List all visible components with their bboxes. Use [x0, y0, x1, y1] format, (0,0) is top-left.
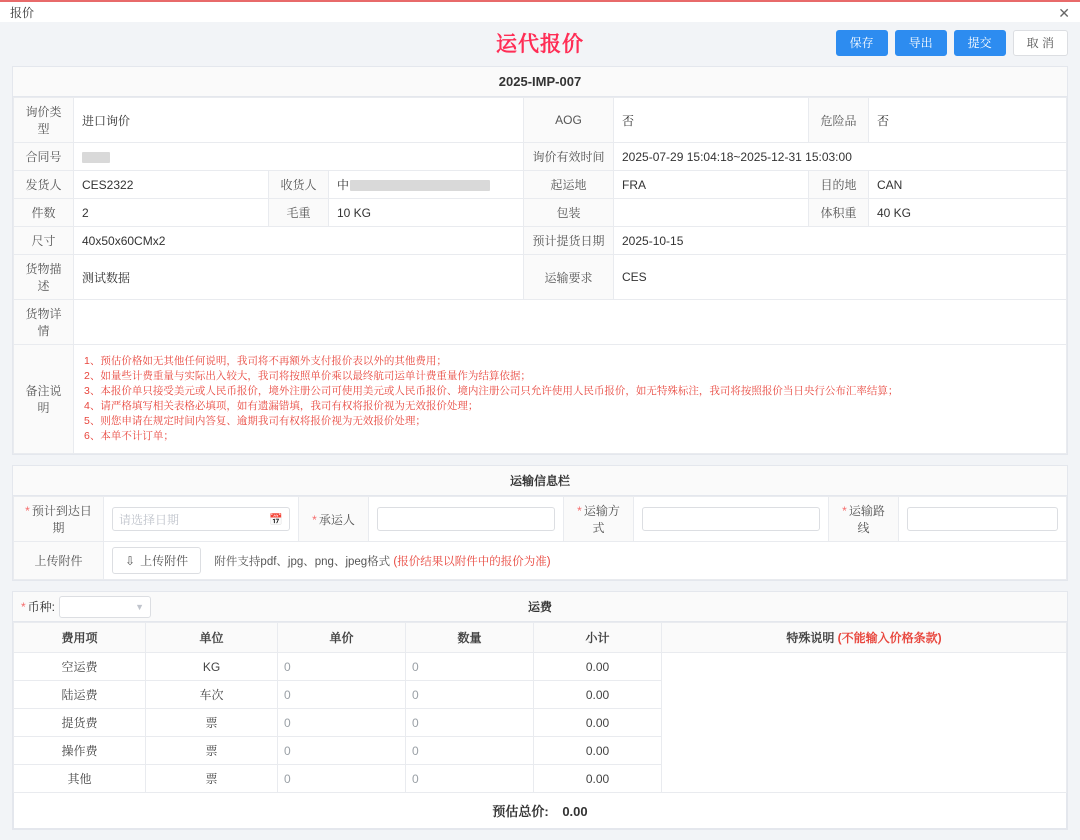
cargo-detail-label: 货物详情 [14, 300, 74, 345]
submit-button[interactable]: 提交 [954, 30, 1006, 56]
route-field-cell [899, 497, 1067, 542]
packing-label: 包装 [524, 199, 614, 227]
remark-list [82, 350, 1058, 448]
col-subtotal: 小计 [534, 623, 662, 653]
remark-label: 备注说明 [14, 345, 74, 454]
window-title: 报价 [10, 5, 35, 20]
validity-value: 2025-07-29 15:04:18~2025-12-31 15:03:00 [614, 143, 1067, 171]
fee-price-input[interactable]: 0 [278, 709, 406, 737]
currency-label: * 币种: [21, 600, 56, 614]
upload-button-label: 上传附件 [140, 554, 189, 568]
eta-placeholder: 请选择日期 [119, 512, 180, 527]
remark-line: 2、如量些计费重量与实际出入较大，我司将按照单价乘以最终航司运单计费重量作为结算依据； [84, 370, 531, 382]
transport-section-title: 运输信息栏 [13, 466, 1067, 496]
fee-item: 陆运费 [14, 681, 146, 709]
remark-value [74, 345, 1067, 454]
shipper-value: CES2322 [74, 171, 269, 199]
fee-unit: 票 [146, 765, 278, 793]
fee-section-title: 运费 [527, 600, 552, 614]
table-row [14, 345, 1067, 454]
currency-select[interactable] [59, 596, 151, 618]
fee-qty-input[interactable]: 0 [406, 765, 534, 793]
fee-unit: 票 [146, 709, 278, 737]
table-row [14, 653, 1067, 681]
packing-value [614, 199, 809, 227]
inquiry-type-value: 进口询价 [74, 98, 524, 143]
dangerous-goods-value: 否 [869, 98, 1067, 143]
eta-field-cell [104, 497, 299, 542]
upload-icon: ⇩ [125, 553, 136, 568]
transport-info-table [13, 496, 1067, 580]
remark-line: 5、则您申请在规定时间内答复、逾期我司有权将报价视为无效报价处理； [84, 415, 426, 427]
fee-price-input[interactable]: 0 [278, 737, 406, 765]
validity-label: 询价有效时间 [524, 143, 614, 171]
quotation-detail-card [12, 66, 1068, 455]
page-content [0, 22, 1080, 840]
fee-qty-input[interactable]: 0 [406, 709, 534, 737]
currency-group [13, 596, 151, 618]
cargo-detail-value [74, 300, 1067, 345]
page-header [12, 22, 1068, 66]
carrier-field-cell [369, 497, 564, 542]
transport-mode-input[interactable] [642, 507, 820, 531]
table-row [14, 227, 1067, 255]
upload-warning: (报价结果以附件中的报价为准) [393, 555, 551, 568]
destination-value: CAN [869, 171, 1067, 199]
fee-item: 空运费 [14, 653, 146, 681]
size-value: 40x50x60CMx2 [74, 227, 524, 255]
transport-info-card [12, 465, 1068, 581]
fee-price-input[interactable]: 0 [278, 765, 406, 793]
total-bar [13, 793, 1067, 829]
cargo-description-value: 测试数据 [74, 255, 524, 300]
table-row [14, 171, 1067, 199]
destination-label: 目的地 [809, 171, 869, 199]
fee-card [12, 591, 1068, 830]
volume-weight-label: 体积重 [809, 199, 869, 227]
special-note-input[interactable] [662, 653, 1067, 793]
fee-subtotal: 0.00 [534, 709, 662, 737]
col-unit: 单位 [146, 623, 278, 653]
shipper-label: 发货人 [14, 171, 74, 199]
save-button[interactable]: 保存 [836, 30, 888, 56]
pickup-date-label: 预计提货日期 [524, 227, 614, 255]
eta-label: * 预计到达日期 [14, 497, 104, 542]
fee-subtotal: 0.00 [534, 765, 662, 793]
origin-value: FRA [614, 171, 809, 199]
table-row [14, 199, 1067, 227]
pickup-date-value: 2025-10-15 [614, 227, 1067, 255]
table-row [14, 143, 1067, 171]
remark-line: 6、本单不计订单； [84, 430, 174, 442]
fee-subtotal: 0.00 [534, 737, 662, 765]
table-row [14, 300, 1067, 345]
table-row [14, 98, 1067, 143]
fee-item: 操作费 [14, 737, 146, 765]
fee-unit: KG [146, 653, 278, 681]
cancel-button[interactable]: 取 消 [1013, 30, 1068, 56]
fee-price-input[interactable]: 0 [278, 681, 406, 709]
col-price: 单价 [278, 623, 406, 653]
mode-field-cell [634, 497, 829, 542]
fee-qty-input[interactable]: 0 [406, 681, 534, 709]
consignee-value: 中 [329, 171, 524, 199]
route-input[interactable] [907, 507, 1058, 531]
export-button[interactable]: 导出 [895, 30, 947, 56]
remark-line: 1、预估价格如无其他任何说明，我司将不再额外支付报价表以外的其他费用； [84, 355, 447, 367]
size-label: 尺寸 [14, 227, 74, 255]
header-actions [836, 30, 1068, 56]
fee-qty-input[interactable]: 0 [406, 737, 534, 765]
table-row [14, 542, 1067, 580]
aog-value: 否 [614, 98, 809, 143]
total-value: 0.00 [562, 804, 588, 819]
route-label: * 运输路线 [829, 497, 899, 542]
pieces-label: 件数 [14, 199, 74, 227]
col-special-note: 特殊说明 (不能输入价格条款) [662, 623, 1067, 653]
origin-label: 起运地 [524, 171, 614, 199]
upload-hint: 附件支持pdf、jpg、png、jpeg格式 (报价结果以附件中的报价为准) [214, 555, 551, 568]
col-fee-item: 费用项 [14, 623, 146, 653]
col-qty: 数量 [406, 623, 534, 653]
fee-item: 提货费 [14, 709, 146, 737]
inquiry-type-label: 询价类型 [14, 98, 74, 143]
table-row [14, 497, 1067, 542]
fee-subtotal: 0.00 [534, 681, 662, 709]
remark-line: 3、本报价单只接受美元或人民币报价，境外注册公司可使用美元或人民币报价、境内注册公司只允许使用人民币报价，如无特殊标注，我司将按照报价当日央行公布汇率结算； [84, 385, 899, 397]
carrier-input[interactable] [377, 507, 555, 531]
total-label: 预估总价: [492, 804, 549, 819]
document-number: 2025-IMP-007 [13, 67, 1067, 97]
calendar-icon: 📅 [269, 513, 283, 526]
cargo-description-label: 货物描述 [14, 255, 74, 300]
upload-attachment-label: 上传附件 [14, 542, 104, 580]
gross-weight-value: 10 KG [329, 199, 524, 227]
upload-attachment-cell [104, 542, 1067, 580]
fee-table-header [14, 623, 1067, 653]
eta-date-input[interactable] [112, 507, 290, 531]
transport-requirement-label: 运输要求 [524, 255, 614, 300]
transport-mode-label: * 运输方式 [564, 497, 634, 542]
gross-weight-label: 毛重 [269, 199, 329, 227]
fee-subtotal: 0.00 [534, 653, 662, 681]
currency-row [13, 592, 1067, 622]
fee-unit: 车次 [146, 681, 278, 709]
fee-price-input[interactable]: 0 [278, 653, 406, 681]
chevron-down-icon: ▼ [135, 601, 145, 612]
page-title: 运代报价 [496, 33, 584, 56]
fee-qty-input[interactable]: 0 [406, 653, 534, 681]
pieces-value: 2 [74, 199, 269, 227]
contract-no-value [74, 143, 524, 171]
volume-weight-value: 40 KG [869, 199, 1067, 227]
aog-label: AOG [524, 98, 614, 143]
window-titlebar [0, 0, 1080, 22]
fee-table [13, 622, 1067, 793]
fee-item: 其他 [14, 765, 146, 793]
remark-line: 4、请严格填写相关表格必填项，如有遗漏错填，我司有权将报价视为无效报价处理； [84, 400, 479, 412]
table-row [14, 255, 1067, 300]
fee-unit: 票 [146, 737, 278, 765]
consignee-label: 收货人 [269, 171, 329, 199]
carrier-label: * 承运人 [299, 497, 369, 542]
transport-requirement-value: CES [614, 255, 1067, 300]
quotation-info-table [13, 97, 1067, 454]
close-icon[interactable]: ✕ [1058, 5, 1070, 21]
special-note-warning: (不能输入价格条款) [837, 631, 942, 645]
dangerous-goods-label: 危险品 [809, 98, 869, 143]
upload-attachment-button[interactable] [112, 547, 201, 574]
contract-no-label: 合同号 [14, 143, 74, 171]
